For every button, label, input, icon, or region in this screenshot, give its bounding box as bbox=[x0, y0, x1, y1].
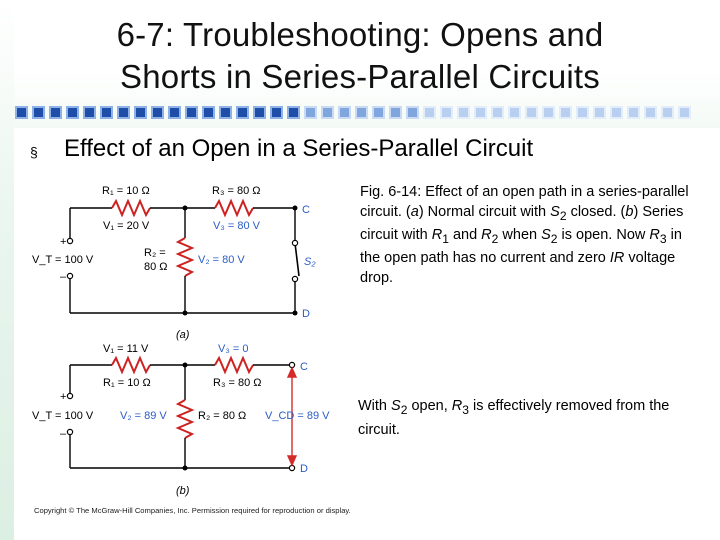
note-caption-segment: R bbox=[451, 398, 463, 414]
figure-caption-segment: a bbox=[410, 203, 419, 220]
label-v2-b: V₂ = 89 V bbox=[120, 410, 167, 422]
note-caption-segment: 3 bbox=[462, 402, 469, 417]
square-icon bbox=[491, 106, 504, 119]
figure-caption-segment: is open. Now bbox=[557, 226, 650, 243]
square-icon bbox=[321, 106, 334, 119]
square-icon bbox=[287, 106, 300, 119]
square-icon bbox=[372, 106, 385, 119]
figure-caption-segment: 3 bbox=[659, 231, 667, 246]
note-caption-segment: open, bbox=[407, 398, 452, 414]
square-icon bbox=[185, 106, 198, 119]
square-icon bbox=[576, 106, 589, 119]
note-caption-segment: is effectively removed from the circuit. bbox=[358, 398, 670, 438]
label-a: (a) bbox=[176, 329, 190, 341]
square-icon bbox=[525, 106, 538, 119]
figure-caption-segment: voltage drop. bbox=[360, 250, 676, 286]
square-icon bbox=[457, 106, 470, 119]
label-v3-b: V₃ = 0 bbox=[218, 343, 249, 355]
figure-caption-segment: 1 bbox=[442, 231, 449, 246]
label-r2a-a: R₂ = bbox=[144, 247, 166, 259]
figure-caption bbox=[360, 183, 705, 288]
label-vcd-b: V_CD = 89 V bbox=[265, 410, 330, 422]
square-icon bbox=[168, 106, 181, 119]
square-icon bbox=[151, 106, 164, 119]
square-icon bbox=[338, 106, 351, 119]
figure-caption-segment: ) Normal circuit with bbox=[418, 203, 551, 220]
title-line-2: Shorts in Series-Parallel Circuits bbox=[120, 58, 600, 95]
resistor-r2-b bbox=[178, 400, 192, 438]
label-r2b-a: 80 Ω bbox=[144, 261, 168, 273]
square-icon bbox=[134, 106, 147, 119]
label-plus-a: + bbox=[60, 236, 67, 248]
slide-title bbox=[40, 14, 680, 98]
label-node-c-b: C bbox=[300, 361, 308, 373]
square-icon bbox=[49, 106, 62, 119]
label-r3-a: R₃ = 80 Ω bbox=[212, 185, 261, 197]
figure-caption-segment: S bbox=[550, 203, 560, 220]
bullet-icon: § bbox=[30, 144, 38, 160]
square-icon bbox=[15, 106, 28, 119]
figure-caption-segment: 2 bbox=[550, 231, 558, 246]
square-icon bbox=[117, 106, 130, 119]
figure-caption-segment: 2 bbox=[491, 231, 499, 246]
label-v1-a: V₁ = 20 V bbox=[103, 220, 150, 232]
square-icon bbox=[389, 106, 402, 119]
square-icon bbox=[440, 106, 453, 119]
label-node-c-a: C bbox=[302, 204, 310, 216]
square-icon bbox=[253, 106, 266, 119]
square-icon bbox=[661, 106, 674, 119]
square-icon bbox=[219, 106, 232, 119]
square-icon bbox=[593, 106, 606, 119]
resistor-r1-a bbox=[112, 201, 150, 215]
label-v1-b: V₁ = 11 V bbox=[103, 343, 149, 355]
bullet-heading: Effect of an Open in a Series-Parallel Circuit bbox=[64, 135, 534, 162]
square-icon bbox=[678, 106, 691, 119]
square-icon bbox=[236, 106, 249, 119]
label-r1-a: R₁ = 10 Ω bbox=[102, 185, 150, 197]
figure-caption-segment: and bbox=[448, 226, 482, 243]
figure-caption-segment: b bbox=[625, 203, 634, 220]
square-icon bbox=[202, 106, 215, 119]
figure-caption-segment: ) Series circuit with bbox=[360, 203, 684, 243]
resistor-r3-b bbox=[215, 358, 253, 372]
square-icon bbox=[83, 106, 96, 119]
resistor-r1-b bbox=[112, 358, 150, 372]
figure-caption-segment: when bbox=[498, 226, 542, 243]
label-v3-a: V₃ = 80 V bbox=[213, 220, 260, 232]
label-vt-b: V_T = 100 V bbox=[32, 410, 94, 422]
circuit-diagram bbox=[30, 178, 350, 508]
label-minus-a: – bbox=[60, 271, 67, 283]
square-icon bbox=[627, 106, 640, 119]
square-icon bbox=[100, 106, 113, 119]
figure-caption-segment: R bbox=[481, 226, 492, 243]
note-caption-segment: With bbox=[358, 398, 392, 414]
figure-caption-segment: Fig. 6-14: Effect of an open path in a series-parallel circuit. ( bbox=[360, 184, 689, 220]
figure-caption-segment: R bbox=[649, 226, 660, 243]
figure-caption-segment: IR bbox=[609, 250, 625, 267]
figure-caption-segment: closed. ( bbox=[566, 203, 626, 220]
label-r3-b: R₃ = 80 Ω bbox=[213, 377, 262, 389]
label-r2-b: R₂ = 80 Ω bbox=[198, 410, 247, 422]
left-accent-bar bbox=[0, 0, 14, 540]
label-s2-a: S₂ bbox=[304, 256, 316, 268]
square-icon bbox=[474, 106, 487, 119]
title-line-1: 6-7: Troubleshooting: Opens and bbox=[116, 16, 604, 53]
square-icon bbox=[270, 106, 283, 119]
square-icon bbox=[644, 106, 657, 119]
square-icon bbox=[508, 106, 521, 119]
label-plus-b: + bbox=[60, 391, 67, 403]
label-vt-a: V_T = 100 V bbox=[32, 254, 94, 266]
resistor-r3-a bbox=[215, 201, 253, 215]
note-caption-segment: 2 bbox=[400, 402, 408, 417]
label-v2-a: V₂ = 80 V bbox=[198, 254, 245, 266]
figure-caption-segment: in the open path has no current and zero bbox=[360, 226, 682, 267]
figure-caption-segment: 2 bbox=[559, 208, 567, 223]
square-icon bbox=[406, 106, 419, 119]
square-icon bbox=[423, 106, 436, 119]
square-icon bbox=[542, 106, 555, 119]
copyright-notice: Copyright © The McGraw-Hill Companies, Inc. Permission required for reproduction or display. bbox=[34, 506, 351, 515]
label-minus-b: – bbox=[60, 428, 67, 440]
label-b: (b) bbox=[176, 485, 190, 497]
square-icon bbox=[610, 106, 623, 119]
note-caption bbox=[358, 396, 688, 440]
resistor-r2-a bbox=[178, 238, 192, 276]
figure-caption-segment: S bbox=[541, 226, 551, 243]
square-icon bbox=[66, 106, 79, 119]
square-icon bbox=[304, 106, 317, 119]
label-node-d-b: D bbox=[300, 463, 308, 475]
square-icon bbox=[355, 106, 368, 119]
label-node-d-a: D bbox=[302, 308, 310, 320]
decorative-square-row bbox=[15, 106, 695, 124]
note-caption-segment: S bbox=[391, 398, 401, 414]
label-r1-b: R₁ = 10 Ω bbox=[103, 377, 151, 389]
square-icon bbox=[559, 106, 572, 119]
square-icon bbox=[32, 106, 45, 119]
figure-caption-segment: R bbox=[431, 226, 443, 243]
